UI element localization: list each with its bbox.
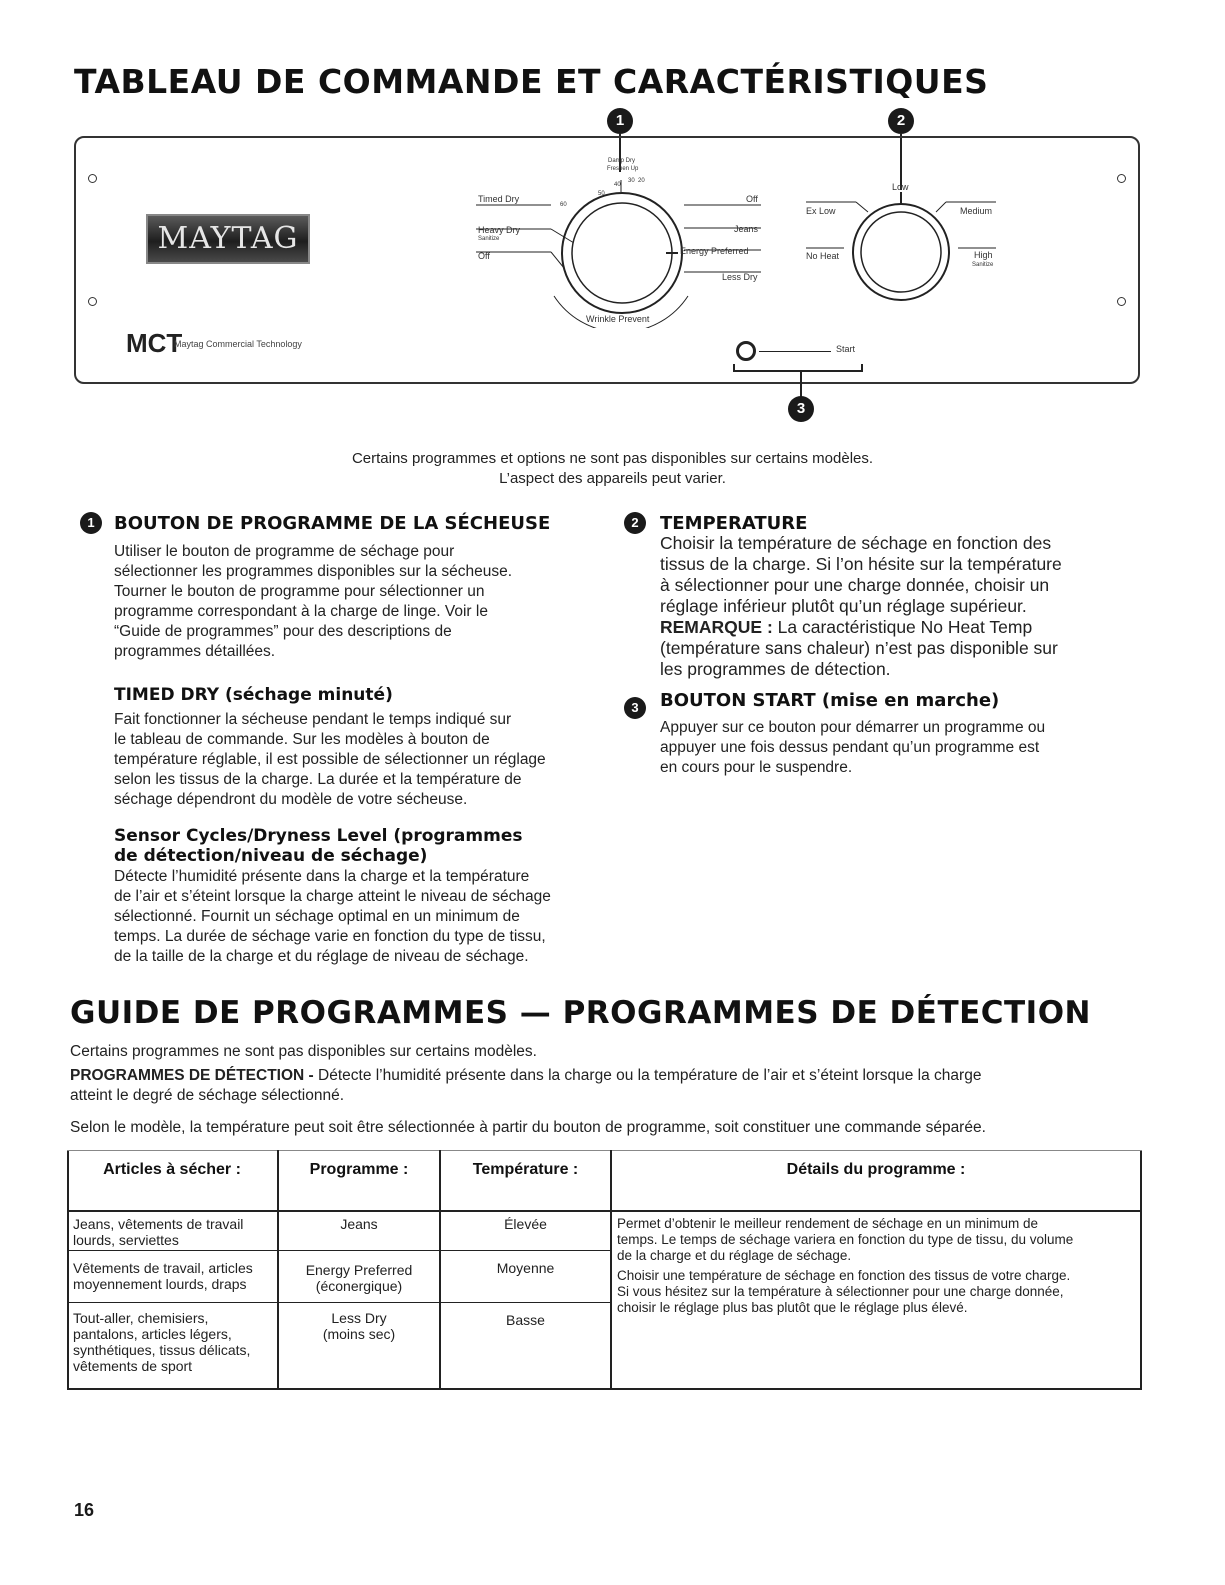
section-3-badge: 3 — [624, 697, 646, 719]
cycle-label-energy-preferred: Energy Preferred — [680, 246, 749, 256]
temp-label-low: Low — [892, 182, 909, 192]
control-panel — [74, 136, 1140, 384]
section-3-text: Appuyer sur ce bouton pour démarrer un programme ou appuyer une fois dessus pendant qu’un programme est en cours pour le suspendre. — [660, 719, 1046, 776]
timed-50: 50 — [598, 191, 605, 197]
timed-30: 30 — [628, 178, 635, 184]
availability-note-1: Certains programmes et options ne sont pas disponibles sur certains modèles. — [351, 450, 874, 467]
temp-label-ex-low: Ex Low — [806, 206, 836, 216]
temp-label-no-heat: No Heat — [806, 251, 840, 261]
start-label: Start — [836, 344, 856, 354]
cycle-label-off-left: Off — [478, 251, 490, 261]
table-divider — [610, 1150, 612, 1390]
start-button[interactable] — [736, 341, 756, 361]
section-1-badge: 1 — [80, 512, 102, 534]
cycle-label-wrinkle-prevent: Wrinkle Prevent — [586, 314, 650, 324]
cycle-label-jeans: Jeans — [734, 224, 759, 234]
mct-subtitle: Maytag Commercial Technology — [174, 339, 302, 349]
start-bracket — [733, 364, 863, 372]
cycle-label-damp-dry: Damp Dry — [608, 158, 636, 164]
row-2-articles: Vêtements de travail, articles moyennement lourds, draps — [73, 1260, 253, 1292]
section-2-title: TEMPERATURE — [660, 513, 808, 534]
section-2-badge: 2 — [624, 512, 646, 534]
panel-screw — [1117, 174, 1126, 183]
callout-1: 1 — [607, 108, 633, 134]
temp-label-medium: Medium — [960, 206, 993, 216]
remark-label: REMARQUE : — [660, 617, 773, 637]
header-programme: Programme : — [309, 1161, 409, 1178]
mct-logo: MCT — [126, 328, 183, 358]
table-divider — [67, 1302, 612, 1303]
row-3-articles: Tout-aller, chemisiers, pantalons, articles légers, synthétiques, tissus délicats, vêtements de sport — [73, 1310, 251, 1374]
guide-intro: Certains programmes ne sont pas disponibles sur certains modèles. — [70, 1043, 537, 1060]
timed-dry-text: Fait fonctionner la sécheuse pendant le temps indiqué sur le tableau de commande. Sur les modèles à bouton de température réglable, il est possible de sélectionner un réglage selon les tissus de la charge. La durée et la température de séchage dépendront du modèle de votre sécheuse. — [114, 711, 546, 808]
section-1-text: Utiliser le bouton de programme de séchage pour sélectionner les programmes disponibles sur la sécheuse. Tourner le bouton de programme pour sélectionner un programme correspondant à la charge de linge. Voir le “Guide de programmes” pour des descriptions de programmes détaillées. — [114, 543, 513, 660]
section-2-text: Choisir la température de séchage en fonction des tissus de la charge. Si l’on hésite sur la température à sélectionner pour une charge donnée, choisir un réglage inférieur plutôt qu’un réglage supérieur. REMARQUE : La caractéristique No Heat Temp (température sans chaleur) n’est pas disponible sur les programmes de détection. — [660, 533, 1062, 679]
row-1-temperature: Élevée — [504, 1216, 547, 1232]
header-details: Détails du programme : — [786, 1161, 966, 1178]
cycle-label-freshen-up: Freshen Up — [607, 166, 639, 172]
header-articles: Articles à sécher : — [103, 1161, 241, 1178]
table-border — [67, 1388, 1142, 1390]
timed-40: 40 — [614, 182, 621, 188]
program-table — [67, 1150, 1142, 1390]
panel-screw — [88, 174, 97, 183]
cycle-label-heavy-dry-sub: Sanitize — [478, 236, 500, 242]
detect-label: PROGRAMMES DE DÉTECTION - — [70, 1067, 314, 1084]
cycle-label-timed-dry: Timed Dry — [478, 194, 520, 204]
temperature-knob-graphics — [796, 178, 1006, 308]
row-3-programme: Less Dry (moins sec) — [322, 1310, 396, 1342]
page-title: TABLEAU DE COMMANDE ET CARACTÉRISTIQUES — [74, 62, 989, 101]
row-2-programme: Energy Preferred (éconergique) — [305, 1262, 413, 1294]
guide-title: GUIDE DE PROGRAMMES — PROGRAMMES DE DÉTECTION — [70, 995, 1091, 1031]
panel-screw — [1117, 297, 1126, 306]
timed-60: 60 — [560, 202, 567, 208]
page-number: 16 — [74, 1500, 95, 1520]
section-1-title: BOUTON DE PROGRAMME DE LA SÉCHEUSE — [114, 513, 551, 534]
start-line — [759, 351, 831, 352]
section-3-title: BOUTON START (mise en marche) — [660, 690, 1000, 711]
cycle-label-off-right: Off — [746, 194, 758, 204]
temp-label-high: High — [974, 250, 993, 260]
callout-2: 2 — [888, 108, 914, 134]
program-details: Permet d’obtenir le meilleur rendement de séchage en un minimum de temps. Le temps de séchage variera en fonction du type de tissu, du volume de la charge et du réglage de séchage. Choisir une température de séchage en fonction des tissus de votre charge. Si vous hésitez sur la température à sélectionner pour une charge donnée, choisir le réglage plus bas plutôt que le réglage plus élevé. — [617, 1216, 1074, 1315]
timed-20: 20 — [638, 178, 645, 184]
table-border — [67, 1210, 1142, 1212]
header-temperature: Température : — [472, 1161, 579, 1178]
row-1-articles: Jeans, vêtements de travail lourds, serviettes — [73, 1216, 244, 1248]
cycle-label-less-dry: Less Dry — [722, 272, 758, 282]
row-1-programme: Jeans — [340, 1216, 378, 1232]
guide-model-note: Selon le modèle, la température peut soit être sélectionnée à partir du bouton de programme, soit constituer une commande séparée. — [70, 1119, 986, 1136]
table-border — [1140, 1150, 1142, 1390]
guide-detect-text: PROGRAMMES DE DÉTECTION - Détecte l’humidité présente dans la charge ou la température de l’air et s’éteint lorsque la charge atteint le degré de séchage sélectionné. — [70, 1067, 982, 1104]
panel-screw — [88, 297, 97, 306]
table-divider — [67, 1250, 612, 1251]
table-border — [67, 1150, 69, 1390]
callout-3-leader — [800, 370, 802, 398]
temp-label-high-sub: Sanitize — [972, 262, 994, 268]
availability-note-2: L’aspect des appareils peut varier. — [499, 470, 726, 487]
maytag-logo: MAYTAG — [146, 214, 310, 264]
row-3-temperature: Basse — [506, 1312, 545, 1328]
timed-dry-title: TIMED DRY (séchage minuté) — [114, 685, 393, 705]
sensor-cycles-text: Détecte l’humidité présente dans la charge et la température de l’air et s’éteint lorsque la charge atteint le niveau de séchage sélectionné. Fournit un séchage optimal en un minimum de temps. La durée de séchage varie en fonction du type de tissu, de la taille de la charge et du réglage de niveau de séchage. — [114, 868, 551, 965]
cycle-label-heavy-dry: Heavy Dry — [478, 225, 521, 235]
sensor-cycles-title: Sensor Cycles/Dryness Level (programmes de détection/niveau de séchage) — [114, 826, 523, 866]
callout-3: 3 — [788, 396, 814, 422]
table-border — [67, 1150, 1142, 1151]
row-2-temperature: Moyenne — [496, 1260, 555, 1276]
